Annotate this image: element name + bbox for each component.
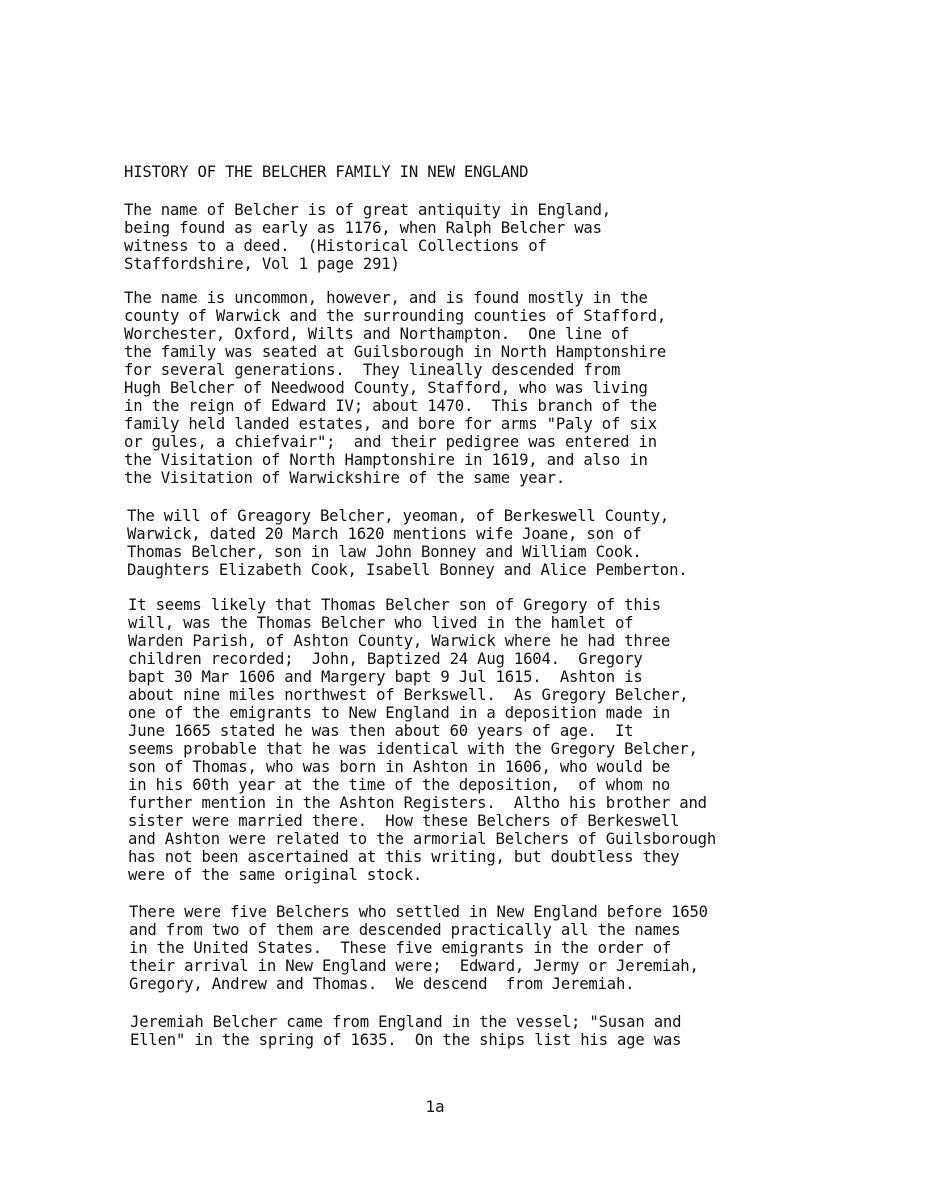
paragraph-will-of-gregory: The will of Greagory Belcher, yeoman, of Berkeswell County, Warwick, dated 20 March 1620 mentions wife Joane, son of Thomas Belcher, son in law John Bonney and William Cook. Daughters Elizabeth Cook, Isabell Bonney and Alice Pemberton. (127, 507, 688, 579)
paragraph-origin-of-name: The name of Belcher is of great antiquity in England, being found as early as 1176, when Ralph Belcher was witness to a deed. (Historical Collections of Staffordshire, Vol 1 page 291) (124, 201, 611, 273)
paragraph-thomas-belcher-ashton: It seems likely that Thomas Belcher son of Gregory of this will, was the Thomas Belcher who lived in the hamlet of Warden Parish, of Ashton County, Warwick where he had three children recorded; John, Baptized 24 Aug 1604. Gregory bapt 30 Mar 1606 and Margery bapt 9 Jul 1615. Ashton is about nine miles northwest of Berkswell. As Gregory Belcher, one of the emigrants to New England in a deposition made in June 1665 stated he was then about 60 years of age. It seems probable that he was identical with the Gregory Belcher, son of Thomas, who was born in Ashton in 1606, who would be in his 60th year at the time of the deposition, of whom no further mention in the Ashton Registers. Altho his brother and sister were married there. How these Belchers of Berkeswell and Ashton were related to the armorial Belchers of Guilsborough has not been ascertained at this writing, but doubtless they were of the same original stock. (128, 596, 717, 884)
paragraph-jeremiah-belcher: Jeremiah Belcher came from England in the vessel; "Susan and Ellen" in the spring of 1635. On the ships list his age was (130, 1013, 682, 1049)
document-title: HISTORY OF THE BELCHER FAMILY IN NEW ENGLAND (124, 163, 529, 181)
paragraph-five-emigrants: There were five Belchers who settled in New England before 1650 and from two of them are descended practically all the names in the United States. These five emigrants in the order of their arrival in New England were; Edward, Jermy or Jeremiah, Gregory, Andrew and Thomas. We descend from Jeremiah. (129, 903, 708, 993)
page-number: 1a (425, 1097, 445, 1116)
paragraph-warwick-lineage: The name is uncommon, however, and is found mostly in the county of Warwick and the surrounding counties of Stafford, Worchester, Oxford, Wilts and Northampton. One line of the family was seated at Guilsborough in North Hamptonshire for several generations. They lineally descended from Hugh Belcher of Needwood County, Stafford, who was living in the reign of Edward IV; about 1470. This branch of the family held landed estates, and bore for arms "Paly of six or gules, a chiefvair"; and their pedigree was entered in the Visitation of North Hamptonshire in 1619, and also in the Visitation of Warwickshire of the same year. (124, 289, 667, 487)
